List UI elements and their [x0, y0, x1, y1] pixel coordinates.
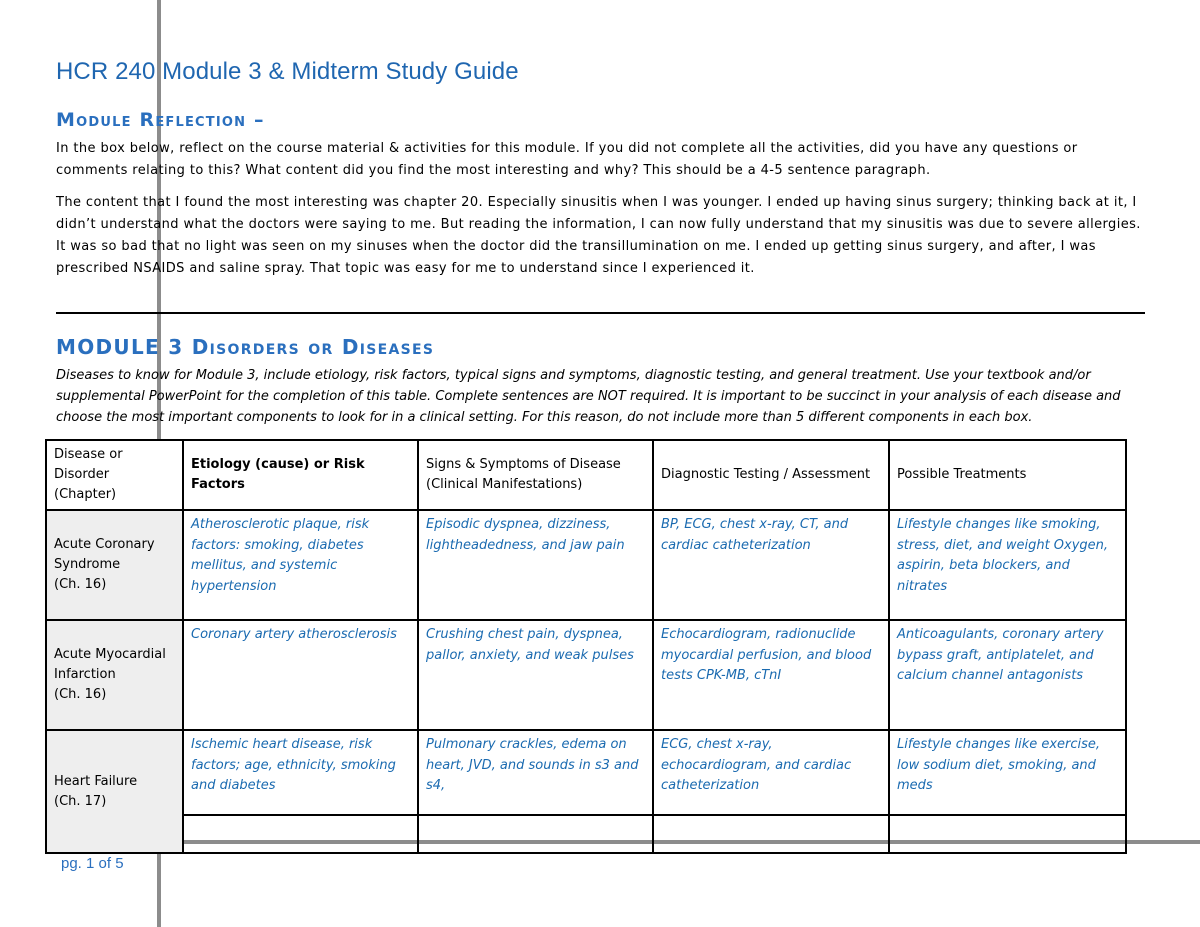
- reflection-answer[interactable]: The content that I found the most interesting was chapter 20. Especially sinusitis when I was younger. I ended up having sinus surgery; thinking back at it, I didn’t understand what the doctors were saying to me. But reading the information, I can now fully understand that my sinusitis was due to severe allergies. It was so bad that no light was seen on my sinuses when the doctor did the transillumination on me. I ended up getting sinus surgery, and after, I was prescribed NSAIDS and saline spray. That topic was easy for me to understand since I experienced it.: [56, 195, 1141, 276]
- table-row: [46, 620, 1126, 730]
- signs-cell[interactable]: Crushing chest pain, dyspnea, pallor, anxiety, and weak pulses: [418, 620, 653, 730]
- diagnostic-cell[interactable]: Echocardiogram, radionuclide myocardial perfusion, and blood tests CPK-MB, cTnI: [653, 620, 889, 730]
- signs-cell[interactable]: Episodic dyspnea, dizziness, lightheadedness, and jaw pain: [418, 510, 653, 620]
- treatment-cell[interactable]: Anticoagulants, coronary artery bypass graft, antiplatelet, and calcium channel antagonists: [889, 620, 1126, 730]
- empty-cell[interactable]: [889, 815, 1126, 853]
- etiology-cell[interactable]: Atherosclerotic plaque, risk factors: smoking, diabetes mellitus, and systemic hypertension: [183, 510, 418, 620]
- treatment-cell[interactable]: Lifestyle changes like exercise, low sodium diet, smoking, and meds: [889, 730, 1126, 815]
- disease-chapter: (Ch. 17): [54, 793, 107, 809]
- diagnostic-cell[interactable]: BP, ECG, chest x-ray, CT, and cardiac catheterization: [653, 510, 889, 620]
- table-row: [46, 730, 1126, 815]
- disease-cell: [46, 510, 183, 620]
- disease-cell: [46, 620, 183, 730]
- disease-name: Acute Myocardial Infarction: [54, 647, 166, 682]
- disease-cell: [46, 730, 183, 853]
- header-signs: Signs & Symptoms of Disease (Clinical Manifestations): [418, 440, 653, 510]
- header-treatment: Possible Treatments: [889, 440, 1126, 510]
- reflection-heading: Module Reflection –: [56, 109, 265, 131]
- disease-chapter: (Ch. 16): [54, 577, 107, 592]
- empty-cell[interactable]: [183, 815, 418, 853]
- etiology-cell[interactable]: Coronary artery atherosclerosis: [183, 620, 418, 730]
- reflection-prompt: In the box below, reflect on the course material & activities for this module. If you did not complete all the activities, did you have any questions or comments relating to this? What content did you find the most interesting and why? This should be a 4-5 sentence paragraph.: [56, 141, 1078, 178]
- section-divider: [56, 312, 1145, 314]
- table-row: [46, 510, 1126, 620]
- header-etiology: Etiology (cause) or Risk Factors: [183, 440, 418, 510]
- page-title: HCR 240 Module 3 & Midterm Study Guide: [56, 58, 519, 85]
- header-diagnostic: Diagnostic Testing / Assessment: [653, 440, 889, 510]
- diagnostic-cell[interactable]: ECG, chest x-ray, echocardiogram, and cardiac catheterization: [653, 730, 889, 815]
- diseases-table: [45, 439, 1127, 854]
- etiology-cell[interactable]: Ischemic heart disease, risk factors; age, ethnicity, smoking and diabetes: [183, 730, 418, 815]
- signs-cell[interactable]: Pulmonary crackles, edema on heart, JVD, and sounds in s3 and s4,: [418, 730, 653, 815]
- disease-name: Heart Failure: [54, 773, 138, 789]
- header-disease: Disease or Disorder (Chapter): [46, 440, 183, 510]
- table-row-empty: [46, 815, 1126, 853]
- treatment-cell[interactable]: Lifestyle changes like smoking, stress, diet, and weight Oxygen, aspirin, beta blockers, and nitrates: [889, 510, 1126, 620]
- table-header-row: [46, 440, 1126, 510]
- empty-cell[interactable]: [418, 815, 653, 853]
- disease-chapter: (Ch. 16): [54, 687, 107, 702]
- disease-name: Acute Coronary Syndrome: [54, 537, 155, 572]
- diseases-intro: Diseases to know for Module 3, include etiology, risk factors, typical signs and symptoms, diagnostic testing, and general treatment. Use your textbook and/or supplemental PowerPoint for the completion of this table. Complete sentences are NOT required. It is important to be succinct in your analysis of each disease and choose the most important components to look for in a clinical setting. For this reason, do not include more than 5 different components in each box.: [56, 368, 1121, 425]
- diseases-heading: MODULE 3 Disorders or Diseases: [56, 335, 435, 359]
- empty-cell[interactable]: [653, 815, 889, 853]
- page-number: pg. 1 of 5: [61, 855, 124, 872]
